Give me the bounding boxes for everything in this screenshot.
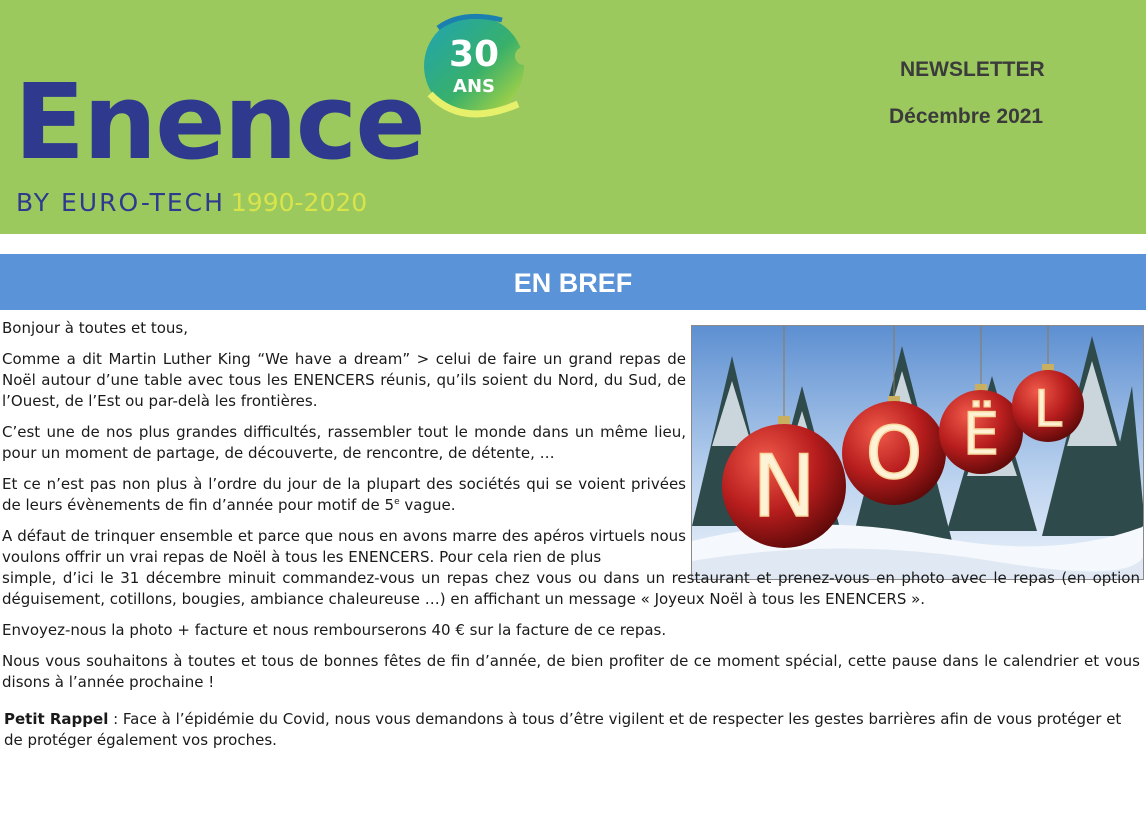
newsletter-header	[0, 0, 1146, 234]
30-ans-badge	[422, 8, 534, 126]
ornament-letter-l: L	[1034, 380, 1062, 438]
reminder-text: : Face à l’épidémie du Covid, nous vous demandons à tous d’être vigilent et de respecter les gestes barrières afin de vous protéger et de protéger également vos proches.	[4, 710, 1122, 749]
logo-tagline	[16, 188, 367, 217]
superscript-e: e	[394, 497, 400, 507]
paragraph-wishes: Nous vous souhaitons à toutes et tous de bonnes fêtes de fin d’année, de bien profiter de ce moment spécial, cette pause dans le calendrier et vous disons à l’année prochaine !	[2, 652, 1140, 691]
ornament-letter-n: N	[751, 437, 817, 537]
greeting: Bonjour à toutes et tous,	[2, 319, 189, 337]
paragraph-offer-start: A défaut de trinquer ensemble et parce que nous en avons marre des apéros virtuels nous voulons offrir un vrai repas de Noël à tous les ENENCERS. Pour cela rien de plus	[2, 527, 686, 566]
paragraph-companies	[2, 474, 686, 516]
section-band	[0, 254, 1146, 310]
enence-logo: Enence	[14, 61, 424, 183]
paragraph-refund: Envoyez-nous la photo + facture et nous rembourserons 40 € sur la facture de ce repas.	[2, 621, 667, 639]
ornament-letter-e: Ë	[962, 400, 1000, 468]
paragraph-companies-text: Et ce n’est pas non plus à l’ordre du jour de la plupart des sociétés qui se voient privées de leurs évènements de fin d’année pour motif de 5	[2, 475, 686, 514]
reminder	[2, 709, 1140, 751]
paragraph-offer-rest: simple, d’ici le 31 décembre minuit commandez-vous un repas chez vous ou dans un restaurant et prenez-vous en photo avec le repas (en option déguisement, cotillons, bougies, ambiance chaleureuse …) en affichant un message « Joyeux Noël à tous les ENENCERS ».	[2, 569, 1140, 608]
badge-label: ANS	[453, 76, 495, 97]
badge-number: 30	[448, 34, 500, 75]
newsletter-label: NEWSLETTER	[900, 58, 1045, 81]
paragraph-dream: Comme a dit Martin Luther King “We have a dream” > celui de faire un grand repas de Noël autour d’une table avec tous les ENENCERS réunis, qu’ils soient du Nord, du Sud, de l’Ouest, de l’Est ou par-delà les frontières.	[2, 350, 686, 410]
logo-by-eurotech: BY EURO-TECH	[16, 188, 225, 217]
ornament-letter-o: O	[865, 411, 923, 495]
section-title: EN BREF	[513, 268, 633, 298]
paragraph-companies-end: vague.	[399, 496, 456, 514]
paragraph-offer	[2, 526, 1140, 610]
logo-years: 1990-2020	[230, 188, 368, 217]
paragraph-difficulties: C’est une de nos plus grandes difficultés, rassembler tout le monde dans un même lieu, pour un moment de partage, de découverte, de rencontre, de détente, …	[2, 423, 686, 462]
reminder-label: Petit Rappel	[4, 710, 109, 728]
newsletter-date: Décembre 2021	[889, 105, 1044, 128]
newsletter-body	[2, 318, 1140, 761]
